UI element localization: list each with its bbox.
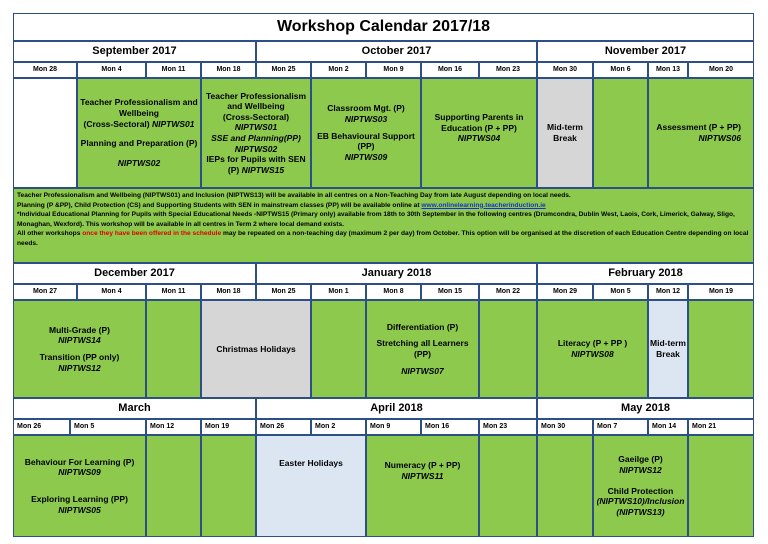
- event-title: Differentiation (P): [386, 321, 459, 332]
- week-label: Mon 19: [688, 284, 754, 300]
- event-title: SSE and Planning(PP): [211, 133, 301, 143]
- event-title: Exploring Learning (PP): [31, 494, 128, 504]
- week-label: Mon 20: [688, 62, 754, 78]
- week-label: Mon 18: [201, 62, 256, 78]
- week-label: Mon 15: [421, 284, 479, 300]
- event-code: NIPTWS01: [234, 122, 278, 133]
- note-line: Planning (P &PP), Child Protection (CS) and Supporting Students with SEN in mainstream classes (PP) will be available online at: [17, 201, 420, 209]
- event-gaeilge: [593, 435, 688, 537]
- event-title: Mid-term Break: [547, 122, 583, 143]
- event-title: Stretching all Learners (PP): [376, 338, 469, 359]
- event-literacy: [537, 300, 648, 398]
- event-title: Literacy (P + PP ): [557, 338, 628, 349]
- note-emphasis: once they have been offered in the schedule: [82, 230, 222, 238]
- week-label: Mon 8: [366, 284, 421, 300]
- week-label: Mon 23: [479, 419, 537, 435]
- week-label: Mon 30: [537, 62, 593, 78]
- midterm-break-february: [648, 300, 688, 398]
- event-code: NIPTWS09: [344, 151, 388, 162]
- week-label: Mon 16: [421, 419, 479, 435]
- week-label: Mon 11: [146, 62, 201, 78]
- event-code: NIPTWS12: [58, 362, 101, 373]
- month-header-may: May 2018: [537, 398, 754, 419]
- empty-cell: [146, 435, 201, 537]
- week-label: Mon 2: [311, 419, 366, 435]
- online-learning-link[interactable]: www.onlinelearning.teacherinduction.ie: [421, 201, 546, 209]
- week-label: Mon 11: [146, 284, 201, 300]
- event-title: Teacher Professionalism and Wellbeing: [206, 90, 306, 112]
- empty-cell: [201, 435, 256, 537]
- note-line: Teacher Professionalism and Wellbeing (NIPTWS01) and Inclusion (NIPTWS13) will be available in all centres on a Non-Teaching Day from late August depending on local needs.: [17, 192, 571, 199]
- event-title: Gaeilge (P): [618, 454, 663, 465]
- week-label: Mon 23: [479, 62, 537, 78]
- week-label: Mon 25: [256, 284, 311, 300]
- event-code: NIPTWS15: [241, 164, 285, 175]
- event-title: IEPs for Pupils with SEN (P): [206, 154, 306, 175]
- week-label: Mon 18: [201, 284, 256, 300]
- event-code: NIPTWS07: [401, 365, 444, 376]
- week-label: Mon 7: [593, 419, 648, 435]
- week-label: Mon 9: [366, 419, 421, 435]
- event-code: NIPTWS05: [58, 504, 101, 515]
- empty-cell: [146, 300, 201, 398]
- week-label: Mon 9: [366, 62, 421, 78]
- week-label: Mon 2: [311, 62, 366, 78]
- event-title: EB Behavioural Support (PP): [317, 130, 415, 152]
- week-label: Mon 12: [146, 419, 201, 435]
- event-code: NIPTWS04: [457, 133, 501, 144]
- event-differentiation: [366, 300, 479, 398]
- event-title: Teacher Professionalism and Wellbeing: [80, 97, 198, 119]
- week-label: Mon 4: [77, 284, 146, 300]
- page-title: Workshop Calendar 2017/18: [13, 13, 754, 41]
- week-label: Mon 6: [593, 62, 648, 78]
- empty-cell: [479, 435, 537, 537]
- month-header-february: February 2018: [537, 263, 754, 284]
- event-code: NIPTWS12: [619, 465, 662, 476]
- midterm-break-november: [537, 78, 593, 188]
- event-code: NIPTWS14: [58, 335, 101, 346]
- easter-holidays: [256, 435, 366, 537]
- empty-cell: [13, 78, 77, 188]
- event-title: Assessment (P + PP): [656, 122, 741, 133]
- week-label: Mon 22: [479, 284, 537, 300]
- week-label: Mon 12: [648, 284, 688, 300]
- week-label: Mon 30: [537, 419, 593, 435]
- event-assessment: [648, 78, 754, 188]
- schedule-notes: [13, 188, 754, 263]
- week-label: Mon 13: [648, 62, 688, 78]
- event-supporting-parents: [421, 78, 537, 188]
- month-header-march: March: [13, 398, 256, 419]
- week-label: Mon 19: [201, 419, 256, 435]
- note-line: *Individual Educational Planning for Pupils with Special Educational Needs -NIPTWS15 (Primary only) available from 18th to 30th September in the following centres (Drumcondra, Dublin West, Laois, Cork, Limerick, Galway, Sligo, Monaghan, Wexford). This workshop will be available in all centres in Term 2 where local demand exists.: [17, 211, 735, 228]
- event-behaviour-for-learning: [13, 435, 146, 537]
- week-label: Mon 26: [256, 419, 311, 435]
- empty-cell: [688, 300, 754, 398]
- empty-cell: [479, 300, 537, 398]
- month-header-october: October 2017: [256, 41, 537, 62]
- event-multi-grade: [13, 300, 146, 398]
- event-title: Child Protection: [607, 485, 674, 496]
- christmas-holidays: [201, 300, 311, 398]
- month-header-september: September 2017: [13, 41, 256, 62]
- event-title: Multi-Grade (P): [49, 324, 110, 335]
- event-title: Supporting Parents in Education (P + PP): [434, 112, 524, 133]
- event-subtitle: (Cross-Sectoral): [83, 118, 150, 129]
- event-title: Christmas Holidays: [216, 343, 296, 354]
- event-code: (NIPTWS10)/Inclusion: [596, 496, 685, 507]
- week-label: Mon 5: [593, 284, 648, 300]
- week-label: Mon 21: [688, 419, 754, 435]
- event-code: NIPTWS02: [234, 143, 278, 154]
- month-header-january: January 2018: [256, 263, 537, 284]
- week-label: Mon 26: [13, 419, 70, 435]
- event-numeracy: [366, 435, 479, 537]
- event-title: Behaviour For Learning (P): [24, 456, 135, 467]
- week-label: Mon 5: [70, 419, 146, 435]
- empty-cell: [537, 435, 593, 537]
- week-label: Mon 1: [311, 284, 366, 300]
- month-header-december: December 2017: [13, 263, 256, 284]
- week-label: Mon 16: [421, 62, 479, 78]
- event-code: NIPTWS09: [58, 467, 101, 478]
- event-title: Easter Holidays: [279, 458, 343, 468]
- event-code: NIPTWS03: [344, 114, 388, 125]
- event-title: Classroom Mgt. (P): [327, 103, 405, 114]
- week-label: Mon 29: [537, 284, 593, 300]
- note-line: may be repeated on a non-teaching day (maximum 2 per day) from October. This option will be organised at the discretion of each Education Centre depending on local needs.: [17, 230, 749, 247]
- month-header-april: April 2018: [256, 398, 537, 419]
- month-header-november: November 2017: [537, 41, 754, 62]
- event-title: Transition (PP only): [39, 352, 120, 362]
- event-title: Numeracy (P + PP): [384, 460, 461, 470]
- event-code: NIPTWS08: [571, 349, 614, 359]
- note-line: All other workshops: [17, 230, 81, 238]
- event-code: (NIPTWS13): [616, 506, 665, 517]
- event-classroom-management: [311, 78, 421, 188]
- week-label: Mon 14: [648, 419, 688, 435]
- empty-cell: [688, 435, 754, 537]
- workshop-calendar: [13, 13, 754, 537]
- event-title: Planning and Preparation (P): [80, 138, 198, 149]
- empty-cell: [311, 300, 366, 398]
- event-code: NIPTWS01: [152, 118, 195, 129]
- week-label: Mon 28: [13, 62, 77, 78]
- event-code: NIPTWS11: [401, 470, 444, 481]
- event-teacher-professionalism: [77, 78, 201, 188]
- week-label: Mon 4: [77, 62, 146, 78]
- week-label: Mon 27: [13, 284, 77, 300]
- week-label: Mon 25: [256, 62, 311, 78]
- event-subtitle: (Cross-Sectoral): [222, 111, 290, 122]
- event-code: NIPTWS02: [117, 157, 161, 168]
- empty-cell: [593, 78, 648, 188]
- event-code: NIPTWS06: [698, 133, 741, 143]
- event-title: Mid-term Break: [650, 338, 686, 359]
- event-teacher-professionalism-2: [201, 78, 311, 188]
